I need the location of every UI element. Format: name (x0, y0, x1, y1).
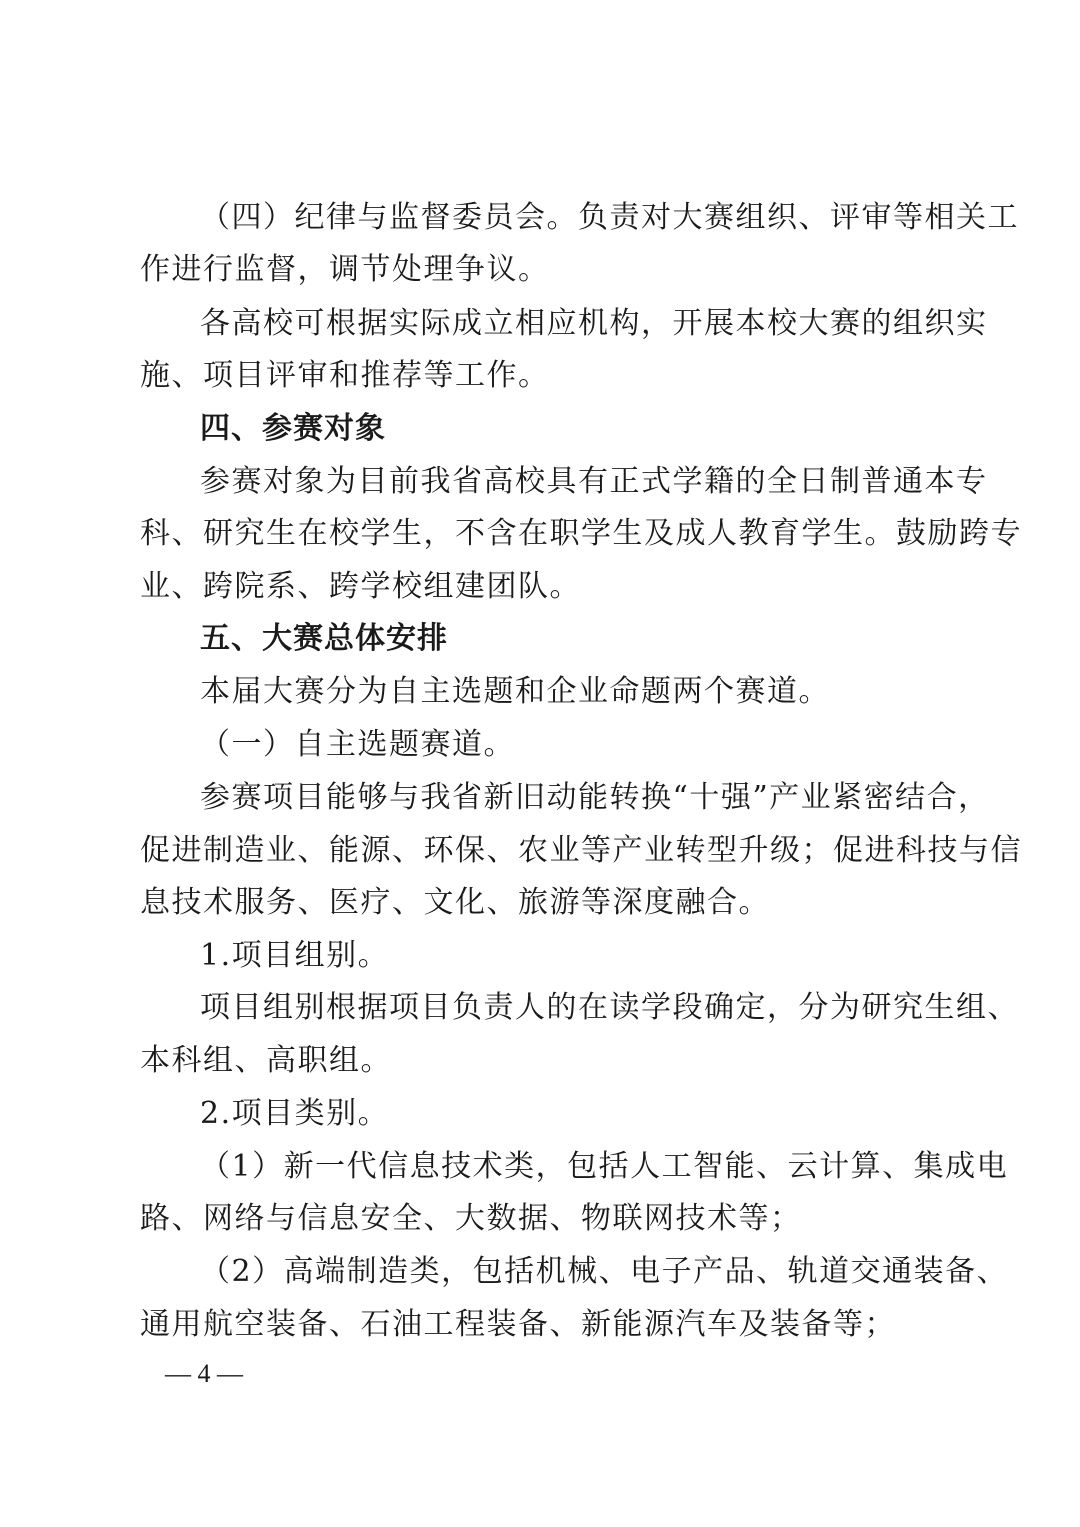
section-heading: 五、大赛总体安排 (200, 621, 448, 656)
paragraph-line: （2）高端制造类，包括机械、电子产品、轨道交通装备、 (200, 1254, 1009, 1289)
paragraph-line: 施、项目评审和推荐等工作。 (140, 358, 550, 393)
paragraph-line: 本届大赛分为自主选题和企业命题两个赛道。 (200, 674, 830, 709)
page-number: — 4 — (165, 1359, 243, 1388)
paragraph-line: 各高校可根据实际成立相应机构，开展本校大赛的组织实 (200, 306, 988, 341)
paragraph-line: 路、网络与信息安全、大数据、物联网技术等； (140, 1201, 802, 1236)
paragraph-line: 参赛项目能够与我省新旧动能转换“十强”产业紧密结合， (200, 780, 990, 815)
paragraph-line: 作进行监督，调节处理争议。 (140, 252, 550, 287)
paragraph-line: （1）新一代信息技术类，包括人工智能、云计算、集成电 (200, 1149, 1009, 1184)
paragraph-line: 业、跨院系、跨学校组建团队。 (140, 569, 581, 604)
paragraph-line: 本科组、高职组。 (140, 1043, 392, 1078)
item-heading: 1.项目组别。 (200, 938, 390, 973)
paragraph-line: 息技术服务、医疗、文化、旅游等深度融合。 (140, 885, 770, 920)
section-heading: 四、参赛对象 (200, 411, 386, 446)
item-heading: 2.项目类别。 (200, 1096, 390, 1131)
paragraph-line: 科、研究生在校学生，不含在职学生及成人教育学生。鼓励跨专 (140, 516, 1022, 551)
paragraph-line: 促进制造业、能源、环保、农业等产业转型升级；促进科技与信 (140, 833, 1022, 868)
paragraph-line: 项目组别根据项目负责人的在读学段确定，分为研究生组、 (200, 990, 1019, 1025)
paragraph-line: 参赛对象为目前我省高校具有正式学籍的全日制普通本专 (200, 464, 988, 499)
subsection-heading: （一）自主选题赛道。 (200, 727, 515, 762)
paragraph-line: （四）纪律与监督委员会。负责对大赛组织、评审等相关工 (200, 200, 1019, 235)
paragraph-line: 通用航空装备、石油工程装备、新能源汽车及装备等； (140, 1307, 896, 1342)
